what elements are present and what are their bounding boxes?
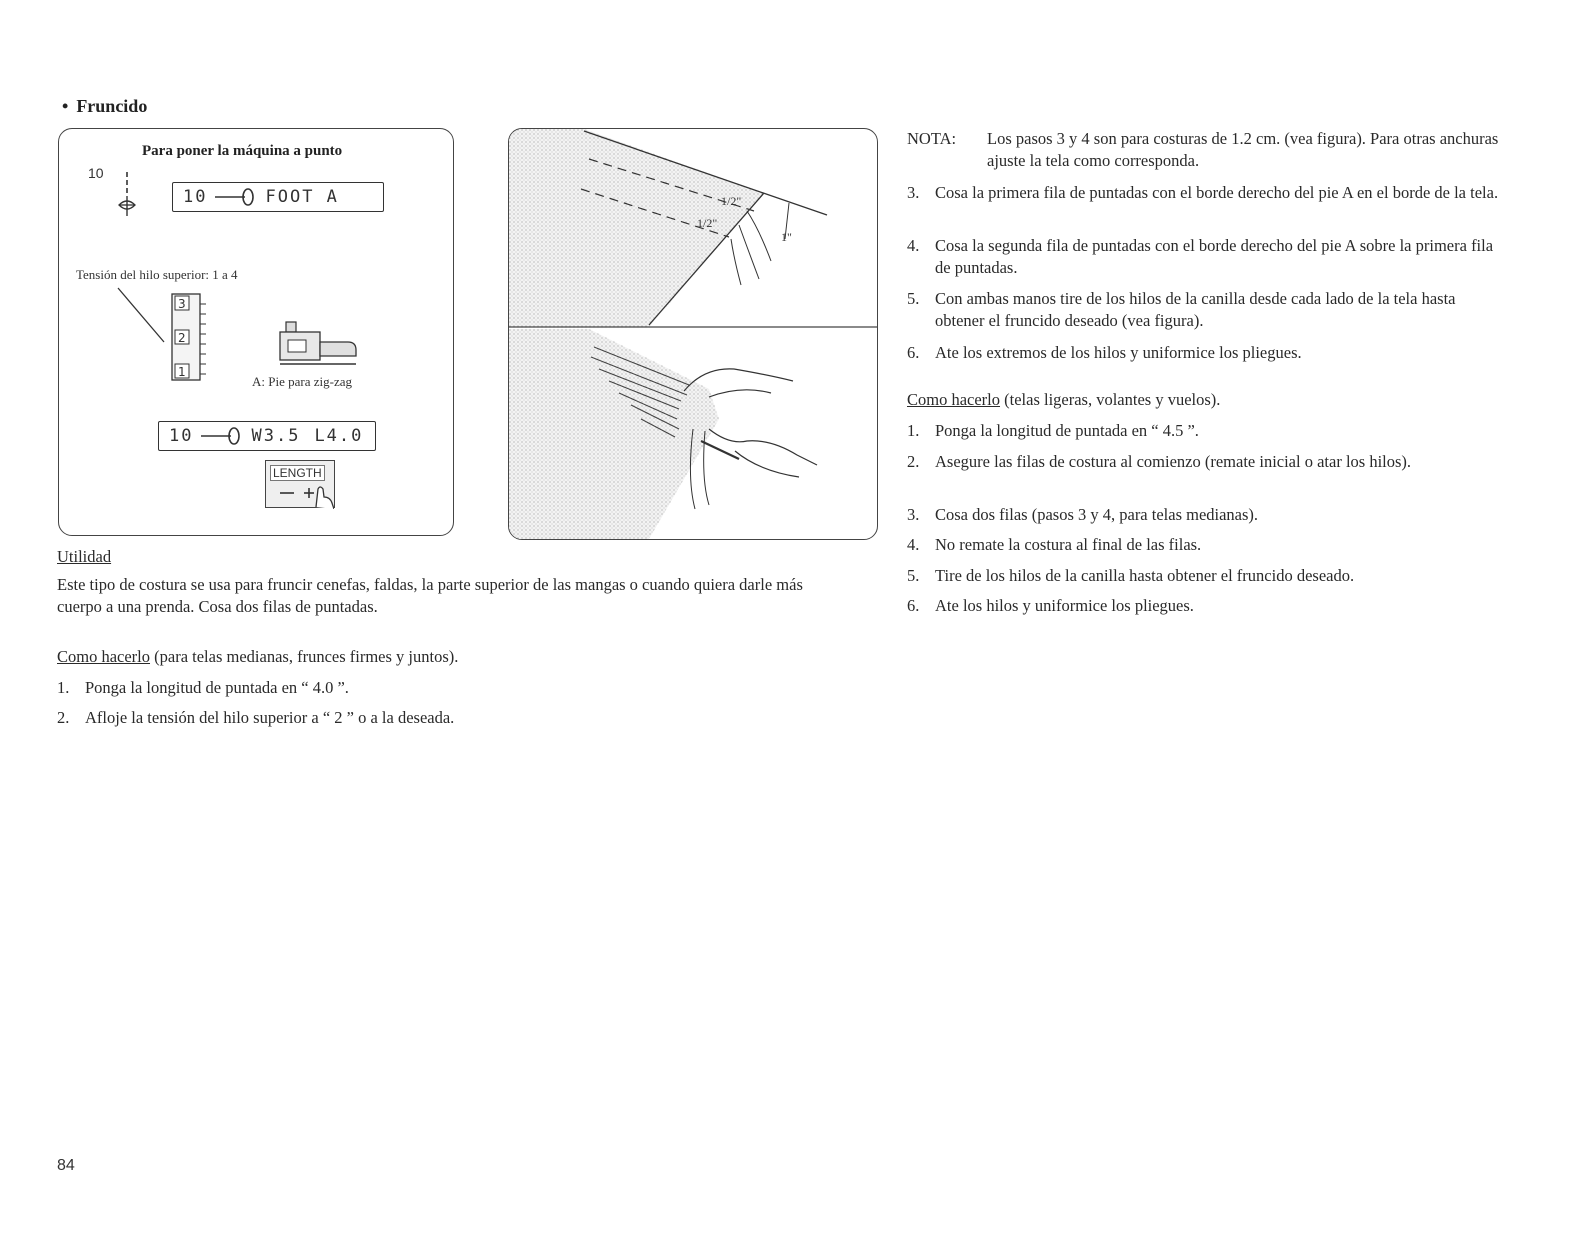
step-num: 4. xyxy=(907,236,920,255)
settings-panel-title: Para poner la máquina a punto xyxy=(142,143,343,159)
how-to-right xyxy=(907,389,1220,411)
dim-label-3: 1" xyxy=(781,230,792,244)
stitch-number: 10 xyxy=(88,165,104,181)
lcd2-width: W3.5 xyxy=(251,426,301,446)
step-num: 1. xyxy=(57,678,70,697)
step-text: Cosa la primera fila de puntadas con el borde derecho del pie A en el borde de la tela. xyxy=(935,183,1499,202)
dim-label-1: 1/2" xyxy=(721,194,742,208)
step-num: 2. xyxy=(57,708,70,727)
lcd1-foot: FOOT A xyxy=(265,187,339,207)
fabric-bottom xyxy=(509,329,719,539)
lcd-display-2 xyxy=(158,421,376,451)
tension-mark-2: 2 xyxy=(178,331,186,345)
step-text: Tire de los hilos de la canilla hasta obtener el fruncido deseado. xyxy=(935,566,1355,585)
how-sub-left: (para telas medianas, frunces firmes y juntos). xyxy=(150,647,459,666)
needle-position-icon xyxy=(201,426,243,446)
needle-position-icon xyxy=(215,187,257,207)
step-num: 3. xyxy=(907,183,920,202)
lcd2-length: L4.0 xyxy=(314,426,364,446)
dim-label-2: 1/2" xyxy=(697,216,718,230)
presser-foot-label: A: Pie para zig-zag xyxy=(252,374,352,389)
page-number: 84 xyxy=(57,1157,75,1174)
nota-label: NOTA: xyxy=(907,129,957,148)
step-text: No remate la costura al final de las filas. xyxy=(935,535,1202,554)
length-button-label: LENGTH xyxy=(270,465,325,481)
bullet: • xyxy=(62,96,69,116)
step-num: 1. xyxy=(907,421,920,440)
how-sub-right: (telas ligeras, volantes y vuelos). xyxy=(1000,390,1221,409)
step-num: 3. xyxy=(907,505,920,524)
step-num: 5. xyxy=(907,566,920,585)
fabric-top xyxy=(509,129,764,327)
step-text: Con ambas manos tire de los hilos de la canilla desde cada lado de la tela hasta obtener el fruncido deseado (vea figura). xyxy=(935,289,1456,330)
how-heading-right: Como hacerlo xyxy=(907,390,1001,409)
step-text: Ate los extremos de los hilos y uniformice los pliegues. xyxy=(935,343,1302,362)
utilidad-text: Este tipo de costura se usa para fruncir cenefas, faldas, la parte superior de las mangas o cuando quiera darle más cuerpo a una prenda. Cosa dos filas de puntadas. xyxy=(57,575,803,616)
presser-foot-icon xyxy=(276,318,362,372)
tension-mark-1: 1 xyxy=(178,365,186,379)
how-to-left xyxy=(57,646,458,668)
step-text: Ate los hilos y uniformice los pliegues. xyxy=(935,596,1194,615)
step-text: Ponga la longitud de puntada en “ 4.5 ”. xyxy=(935,421,1199,440)
finger-press-icon xyxy=(278,483,334,509)
nota-text: Los pasos 3 y 4 son para costuras de 1.2 cm. (vea figura). Para otras anchuras ajuste la tela como corresponda. xyxy=(987,129,1499,170)
step-text: Ponga la longitud de puntada en “ 4.0 ”. xyxy=(85,678,349,697)
gathering-illustration xyxy=(508,128,878,540)
lcd1-stitch: 10 xyxy=(183,187,208,207)
step-num: 5. xyxy=(907,289,920,308)
step-text: Cosa la segunda fila de puntadas con el borde derecho del pie A sobre la primera fila de puntadas. xyxy=(935,236,1494,277)
step-num: 4. xyxy=(907,535,920,554)
pull-arrow xyxy=(701,441,739,459)
how-heading-left: Como hacerlo xyxy=(57,647,151,666)
step-num: 6. xyxy=(907,343,920,362)
section-title xyxy=(62,96,147,117)
tension-mark-3: 3 xyxy=(178,297,186,311)
step-text: Afloje la tensión del hilo superior a “ 2 ” o a la deseada. xyxy=(85,708,455,727)
tension-label: Tensión del hilo superior: 1 a 4 xyxy=(76,267,238,282)
step-text: Cosa dos filas (pasos 3 y 4, para telas medianas). xyxy=(935,505,1259,524)
step-num: 6. xyxy=(907,596,920,615)
tension-dial-icon xyxy=(116,284,212,384)
step-num: 2. xyxy=(907,452,920,471)
step-text: Asegure las filas de costura al comienzo (remate inicial o atar los hilos). xyxy=(935,452,1412,471)
fabric-illustration xyxy=(509,129,878,540)
lcd-display-1 xyxy=(172,182,384,212)
stitch-pattern-icon xyxy=(110,168,144,218)
utilidad-heading: Utilidad xyxy=(57,547,112,566)
section-title-text: Fruncido xyxy=(76,96,148,116)
lcd2-stitch: 10 xyxy=(169,426,194,446)
length-button[interactable] xyxy=(265,460,335,508)
